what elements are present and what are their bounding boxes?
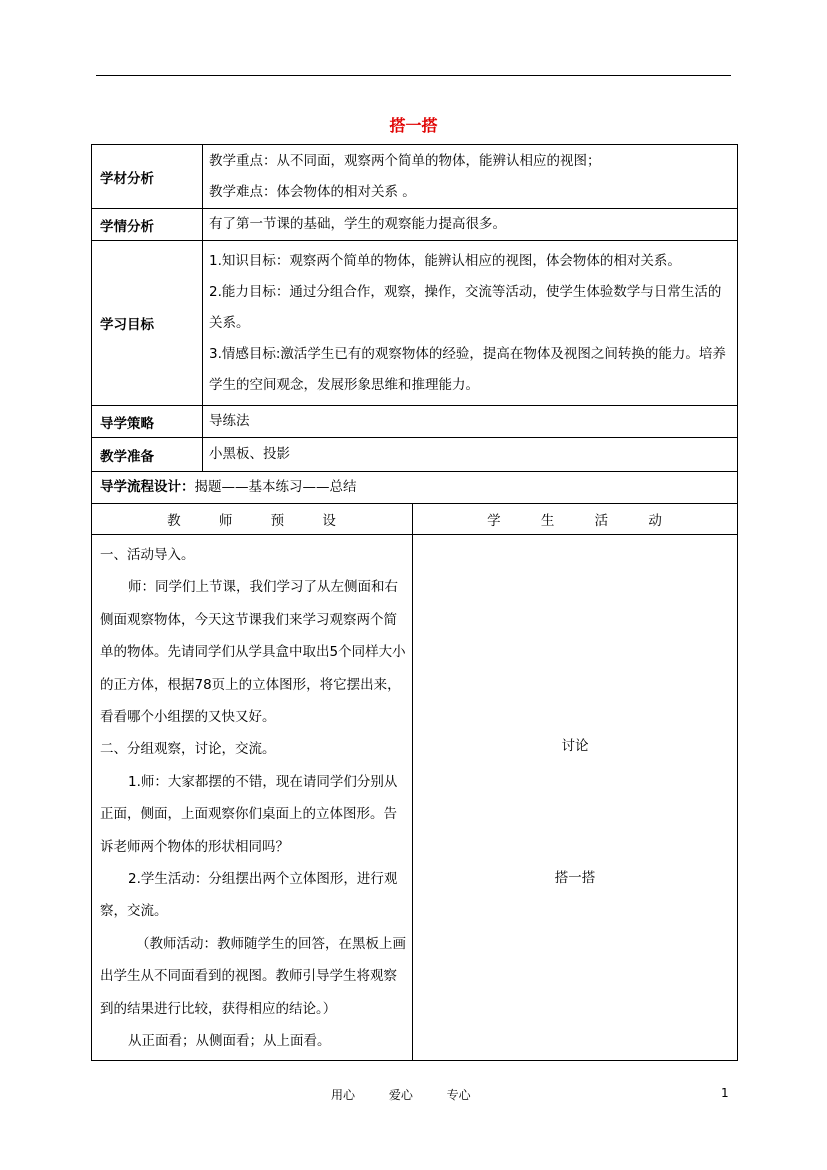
teacher-view-directions: 从正面看；从侧面看；从上面看。: [128, 1033, 331, 1050]
content-preparation: 小黑板、投影: [203, 438, 738, 472]
student-activity-build: 搭一搭: [554, 870, 596, 886]
teacher-intro-paragraph: 师：同学们上节课，我们学习了从左侧面和右侧面观察物体，今天这节课我们来学习观察两个简单的物体。先请同学们从学具盒中取出5个同样大小的正方体，根据78页上的立体图形，将它摆出来，看看哪个小组摆的又快又好。: [100, 579, 406, 726]
difficult-point: 教学难点：体会物体的相对关系 。: [209, 183, 416, 200]
content-learning-goals: [203, 241, 738, 406]
label-preparation: 教学准备: [92, 438, 203, 472]
label-strategy: 导学策略: [92, 406, 203, 438]
row-learning-goals: [92, 241, 738, 406]
page-number: 1: [721, 1086, 729, 1100]
goal-knowledge: 1.知识目标：观察两个简单的物体，能辨认相应的视图，体会物体的相对关系。: [209, 252, 681, 269]
label-material-analysis: 学材分析: [92, 145, 203, 209]
student-activity-content: [413, 535, 738, 1061]
lesson-plan-table: [91, 144, 738, 1061]
content-strategy: 导练法: [203, 406, 738, 438]
flow-design-text: 揭题——基本练习——总结: [194, 479, 357, 495]
teacher-preset-content: [92, 535, 413, 1061]
section-intro-heading: 一、活动导入。: [100, 547, 195, 563]
label-learning-goals: 学习目标: [92, 241, 203, 406]
goal-ability: 2.能力目标：通过分组合作，观察，操作，交流等活动，使学生体验数学与日常生活的关系。: [209, 283, 722, 331]
row-strategy: [92, 406, 738, 438]
footer-motto: 用心 爱心 专心: [331, 1088, 471, 1102]
teacher-step-2: 2.学生活动：分组摆出两个立体图形，进行观察，交流。: [100, 871, 398, 920]
row-material-analysis: [92, 145, 738, 209]
section-group-heading: 二、分组观察，讨论，交流。: [100, 741, 276, 758]
goal-emotion: 3.情感目标:激活学生已有的观察物体的经验，提高在物体及视图之间转换的能力。培养学生的空间观念，发展形象思维和推理能力。: [209, 345, 726, 393]
flow-design: [92, 472, 738, 504]
flow-design-label: 导学流程设计：: [100, 479, 195, 495]
row-column-headers: [92, 504, 738, 535]
row-flow-design: [92, 472, 738, 504]
page-title: 搭一搭: [389, 116, 438, 135]
key-point: 教学重点：从不同面，观察两个简单的物体，能辨认相应的视图；: [209, 152, 601, 169]
row-learner-analysis: [92, 209, 738, 241]
row-activity-body: [92, 535, 738, 1061]
header-student-activity: 学 生 活 动: [413, 504, 738, 535]
header-teacher-preset: 教 师 预 设: [92, 504, 413, 535]
row-preparation: [92, 438, 738, 472]
student-activity-discuss: 讨论: [561, 738, 589, 754]
content-learner-analysis: 有了第一节课的基础，学生的观察能力提高很多。: [203, 209, 738, 241]
header-rule: [96, 75, 731, 76]
content-material-analysis: [203, 145, 738, 209]
teacher-activity-note: （教师活动：教师随学生的回答，在黑板上画出学生从不同面看到的视图。教师引导学生将观察到的结果进行比较，获得相应的结论。）: [100, 935, 406, 1017]
teacher-step-1: 1.师：大家都摆的不错，现在请同学们分别从正面，侧面，上面观察你们桌面上的立体图形。告诉老师两个物体的形状相同吗？: [100, 773, 398, 855]
label-learner-analysis: 学情分析: [92, 209, 203, 241]
